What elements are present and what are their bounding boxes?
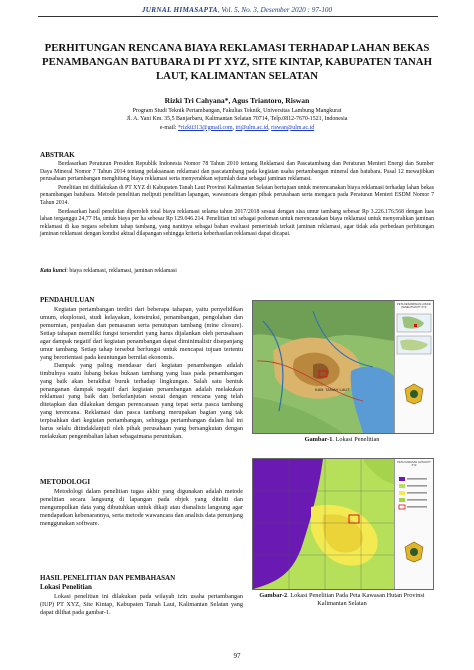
affiliation [40, 107, 434, 132]
hasil-heading: HASIL PENELITIAN DAN PEMBAHASAN [40, 574, 176, 582]
metodologi-paragraph: Metodologi dalam penelitian tugas akhir yang digunakan adalah metode penelitian secara langsung di lapangan pada objek yang diteliti dan mengumpulkan data yang dibutuhkan untuk dikaji atau dianalisis langsung agar mendapatkan kebenarannya, serta metode wawancara dan analisis data penunjang menggunakan software. [40, 488, 243, 527]
forest-area-map-image [253, 459, 395, 589]
affiliation-line-2: Jl. A. Yani Km. 35,5 Banjarbaru, Kalimantan Selatan 70714, Telp.0812-7670-1521, Indonesia [126, 116, 348, 123]
header-divider [38, 16, 438, 17]
inset-map-icon [396, 313, 432, 333]
abstract-paragraph-1: Berdasarkan Peraturan Presiden Republik Indonesia Nomor 78 Tahun 2010 tentang Reklamasi dan Pascatambang dan Peraturan Menteri Energi dan Sumber Daya Mineral Nomor 7 Tahun 2014 tentang pelaksanaan reklamasi dan pascatambang pada kegiatan usaha pertambangan mineral dan batubara. Pasal 12 mewajibkan perusahaan pertambangan menghitung biaya reklamasi serta menyerahkan sejumlah dana sebagai jaminan reklamasi. [40, 161, 434, 183]
email-line [40, 124, 434, 132]
hasil-paragraph: Lokasi penelitian ini dilakukan pada wilayah izin usaha pertambangan (IUP) PT XYZ, Site Kintap, Kabupaten Tanah Laut, Kalimantan Selatan yang dapat dilihat pada gambar-1. [40, 593, 243, 616]
figure-2-label: Gambar-2 [259, 592, 288, 599]
figure-1-map [252, 300, 434, 434]
pendahuluan-paragraph-2: Dampak yang paling mendasar dari kegiatan penambangan adalah timbulnya suatu lubang bekas bukaan tambang yang luas pada penambangan yang baik akan berakibat buruk terhadap lingkungan. Salah satu bentuk penanganan dampak negatif dari kegiatan penambangan adalah melakukan reklamasi yang baik dan berkelanjutan sesuai dengan rencana yang telah ditetapkan dan dilakukan dengan perencanaan yang tepat serta pasca tambang yang terencana. Reklamasi dan pasca tambang merupakan bagian yang tak terpisahkan dari kegiatan pertambangan, sehingga pertambangan dalam hal ini harus selalu ditindaklanjuti oleh pihak perusahaan yang bersangkutan dengan melakukan pengembalian lahan sebagaimana peruntukan. [40, 361, 243, 441]
figure-1-legend [394, 301, 433, 433]
abstract-body [40, 161, 434, 240]
abstract-paragraph-3: Berdasarkan hasil penelitian diperoleh total biaya reklamasi selama tahun 2017/2018 sesuai dengan sisa umur tambang sebesar Rp 3.226.176.568 dengan luas lahan terganggu 24,77 Ha, untuk biaya per ha sebesar Rp 129.046.214. Penelitian ini sebagai pedoman untuk merencanakan biaya reklamasi untuk menyerahkan jaminan reklamasi di kas negara sebelum tahap tambang, yang nantinya sebagai bahan evaluasi pemerintah terkait jaminan reklamasi, agar tidak ada perbedaan perhitungan jaminan reklamasi dengan kondisi aktual dilapangan sehingga kriteria keberhasilan reklamasi dapat dicapai. [40, 208, 434, 238]
email-separator: , [232, 124, 236, 131]
figure-2-caption [252, 592, 432, 608]
map-place-label: KAB. TANAH LAUT [315, 387, 350, 392]
abstract-paragraph-2: Penelitian ini didilakukan di PT XYZ di Kabupaten Tanah Laut Provinsi Kalimantan Selatan bertujuan untuk merencanakan biaya reklamasi terhadap lahan bekas penambangan batubara. Metode penelitian meliputi penelitian lapangan, wawancara dengan pihak perusahaan serta mengacu pada Peraturan Menteri ESDM Nomor 7 Tahun 2014. [40, 184, 434, 206]
pendahuluan-heading: PENDAHULUAN [40, 296, 95, 304]
keywords-label: Kata kunci [40, 268, 67, 274]
journal-issue: , Vol. 5, No. 3, Desember 2020 : 97-100 [217, 6, 333, 14]
email-link-1[interactable]: *rizkit313@gmail.com [177, 124, 233, 131]
university-logo-icon [404, 541, 424, 563]
university-logo-icon [404, 383, 424, 405]
keywords [40, 268, 434, 274]
page-number: 97 [233, 652, 241, 660]
figure-2-legend [394, 459, 433, 589]
hasil-body [40, 593, 243, 633]
affiliation-line-1: Program Studi Teknik Pertambangan, Fakultas Teknik, Universitas Lambung Mangkurat [132, 108, 342, 114]
figure-2-map [252, 458, 434, 590]
figure-1-caption [252, 436, 432, 444]
legend-swatches [397, 475, 431, 511]
journal-name: JURNAL HIMASAPTA [141, 6, 218, 14]
pendahuluan-paragraph-1: Kegiatan pertambangan terdiri dari beberapa tahapan, yaitu penyelidikan umum, eksplorasi, studi kelayakan, konstruksi, penambangan, pengolahan dan pemurnian, penjualan dan pemasaran serta penutupan tambang (mine closure). Setiap tahapan memiliki fungsi tersendiri yang harus dijalankan oleh perusahaan agar dampak negatif dari kegiatan penambangan dapat diminimalisir disepanjang umur tambang. Setiap tahap tersebut berfungsi untuk mencapai tujuan tertentu yang berorientasi pada keuntungan bernilai ekonomis. [40, 306, 243, 361]
pendahuluan-body [40, 306, 243, 442]
paper-title: PERHITUNGAN RENCANA BIAYA REKLAMASI TERHADAP LAHAN BEKAS PENAMBANGAN BATUBARA DI PT XYZ, SITE KINTAP, KABUPATEN TANAH LAUT, KALIMANTAN SELATAN [42, 42, 432, 82]
email-link-2[interactable]: tri@ulm.ac.id [235, 124, 269, 131]
author-list: Rizki Tri Cahyana*, Agus Triantoro, Riswan [164, 96, 310, 105]
email-separator: , [268, 124, 272, 131]
figure-2-legend-title: PETA KAWASAN HUTAN PT XYZ [397, 461, 431, 467]
figure-1-caption-text: . Lokasi Penelitian [332, 436, 380, 443]
lokasi-subheading: Lokasi Penelitian [40, 583, 92, 591]
abstract-heading: ABSTRAK [40, 151, 75, 159]
metodologi-body [40, 488, 243, 560]
keywords-text: : biaya reklamasi, reklamasi, jaminan reklamasi [66, 268, 177, 274]
running-header [0, 6, 474, 14]
email-link-3[interactable]: riswan@ulm.ac.id [271, 124, 315, 131]
figure-2-caption-text: . Lokasi Penelitian Pada Peta Kawasan Hutan Provinsi Kalimantan Selatan [287, 592, 425, 607]
email-label: e-mail: [159, 124, 178, 131]
location-map-image [253, 301, 395, 433]
figure-1-label: Gambar-1 [304, 436, 333, 443]
inset-map-icon [396, 335, 432, 355]
figure-1-legend-title: PETA KESAMPAIAN LOKASI PENELITIAN PT XYZ [397, 303, 431, 309]
metodologi-heading: METODOLOGI [40, 478, 91, 486]
